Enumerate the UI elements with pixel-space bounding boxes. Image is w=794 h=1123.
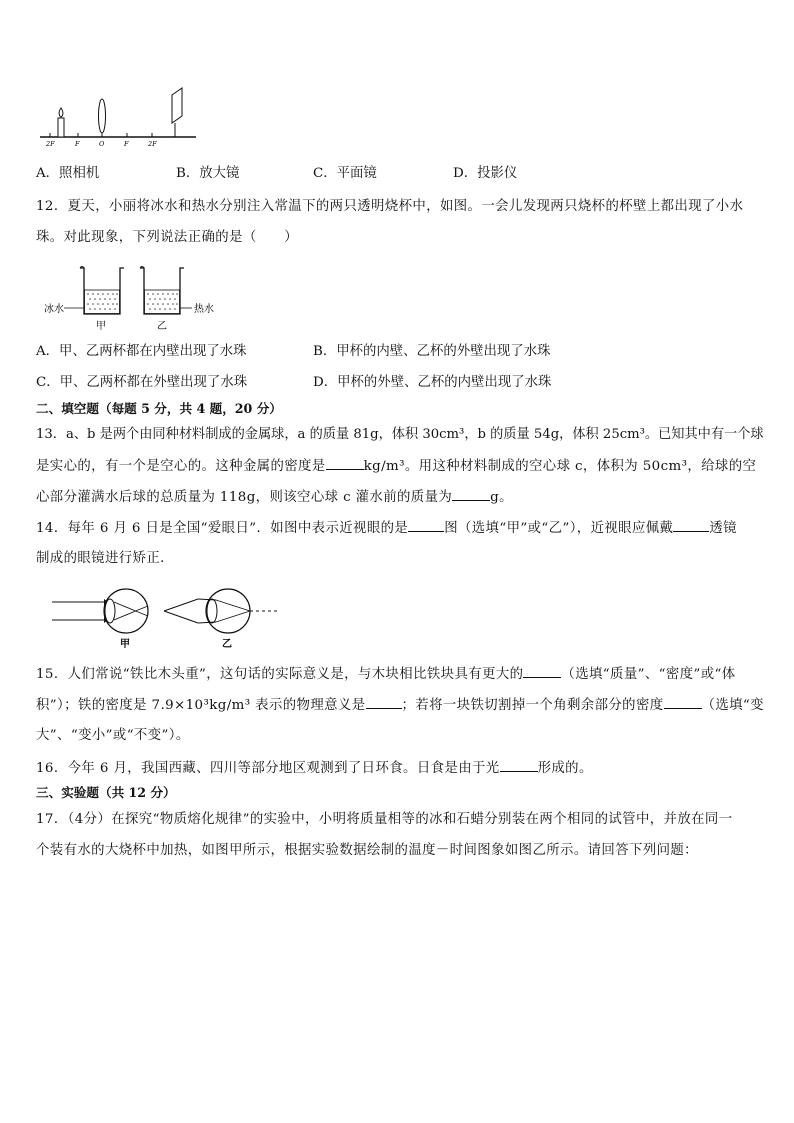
q16-line: [36, 758, 593, 779]
q17-line-2: 个装有水的大烧杯中加热，如图甲所示，根据实验数据绘制的温度－时间图象如图乙所示。请回答下列问题：: [36, 843, 698, 858]
axis-label-2f-right: 2F: [148, 140, 157, 148]
q16-text-b: 形成的。: [537, 761, 593, 776]
q14-line-2: 制成的眼镜进行矫正．: [36, 551, 174, 566]
optical-bench-figure: [36, 86, 196, 150]
q12-option-c: C．甲、乙两杯都在外壁出现了水珠: [36, 375, 248, 390]
q13-line-3-text-b: g。: [490, 490, 513, 505]
q15-line-1-text-b: （选填“质量”、“密度”或“体: [561, 667, 736, 682]
q14-line-1-text-b: 图（选填“甲”或“乙”），近视眼应佩戴: [444, 521, 674, 536]
q13-line-2-text-b: kg/m³。用这种材料制成的空心球 c，体积为 50cm³，给球的空: [363, 459, 757, 474]
beaker-yi-label: 乙: [157, 321, 167, 332]
q15-line-2-text-c: （选填“变: [701, 698, 764, 713]
q13-line-2: [36, 456, 756, 477]
q14-line-1: [36, 518, 737, 539]
answer-blank-density[interactable]: [326, 456, 364, 470]
beakers-figure: [44, 262, 224, 334]
eye-yi-icon: [164, 589, 280, 633]
candle-icon: [58, 108, 64, 137]
convex-lens-icon: [99, 99, 106, 133]
q15-line-1-text-a: 15．人们常说“铁比木头重”，这句话的实际意义是，与木块相比铁块具有更大的: [36, 667, 524, 682]
q13-line-2-text-a: 是实心的，有一个是空心的。这种金属的密度是: [36, 459, 326, 474]
section-2-heading: 二、填空题（每题 5 分，共 4 题，20 分）: [36, 401, 282, 416]
beaker-jia-icon: [64, 267, 124, 315]
eye-jia-icon: [52, 589, 148, 633]
q15-line-2-text-b: ；若将一块铁切割掉一个角剩余部分的密度: [401, 698, 664, 713]
hot-water-label: 热水: [194, 304, 214, 315]
q15-line-2-text-a: 积”）；铁的密度是 7.9×10³kg/m³ 表示的物理意义是: [36, 698, 366, 713]
answer-blank-light[interactable]: [500, 758, 538, 772]
q13-line-1: 13．a、b 是两个由同种材料制成的金属球，a 的质量 81g，体积 30cm³，b 的质量 54g，体积 25cm³。已知其中有一个球: [36, 427, 764, 442]
axis-label-o: O: [99, 140, 105, 148]
answer-blank-lens-type[interactable]: [673, 518, 709, 532]
eye-yi-label: 乙: [222, 639, 232, 650]
answer-blank-density-change[interactable]: [664, 695, 702, 709]
q13-line-3-text-a: 心部分灌满水后球的总质量为 118g，则该空心球 c 灌水前的质量为: [36, 490, 453, 505]
q15-line-1: [36, 664, 736, 685]
axis-label-2f-left: 2F: [46, 140, 55, 148]
q15-line-3: 大”、“变小”或“不变”）。: [36, 728, 190, 743]
q12-option-b: B．甲杯的内壁、乙杯的外壁出现了水珠: [313, 344, 551, 359]
screen-icon: [172, 88, 182, 137]
q15-line-2: [36, 695, 764, 716]
axis-label-f-left: F: [75, 140, 80, 148]
answer-blank-meaning[interactable]: [366, 695, 402, 709]
eye-jia-label: 甲: [120, 639, 130, 650]
ice-water-label: 冰水: [44, 304, 64, 315]
hot-water-fill: [145, 290, 180, 314]
q12-stem-line-1: 12．夏天，小丽将冰水和热水分别注入常温下的两只透明烧杯中，如图。一会儿发现两只烧杯的杯壁上都出现了小水: [36, 199, 744, 214]
q11-option-a: A．照相机: [36, 166, 100, 181]
q11-option-d: D．投影仪: [453, 166, 518, 181]
answer-blank-mass[interactable]: [452, 487, 490, 501]
beaker-jia-label: 甲: [96, 321, 106, 332]
eyes-figure: [50, 585, 290, 653]
q13-line-3: [36, 487, 513, 508]
section-3-heading: 三、实验题（共 12 分）: [36, 785, 176, 800]
beaker-yi-icon: [140, 267, 192, 315]
q14-line-1-text-a: 14．每年 6 月 6 日是全国“爱眼日”．如图中表示近视眼的是: [36, 521, 409, 536]
q11-option-c: C．平面镜: [313, 166, 377, 181]
q17-line-1: 17．（4分）在探究“物质熔化规律”的实验中，小明将质量相等的冰和石蜡分别装在两个相同的试管中，并放在同一: [36, 812, 733, 827]
q12-option-a: A．甲、乙两杯都在内壁出现了水珠: [36, 344, 247, 359]
ice-water-fill: [85, 290, 120, 314]
axis-label-f-right: F: [124, 140, 129, 148]
q14-line-1-text-c: 透镜: [709, 521, 737, 536]
answer-blank-quantity[interactable]: [523, 664, 561, 678]
q12-option-d: D．甲杯的外壁、乙杯的内壁出现了水珠: [313, 375, 552, 390]
q12-stem-line-2: 珠。对此现象，下列说法正确的是（ ）: [36, 230, 299, 245]
q11-option-b: B．放大镜: [176, 166, 240, 181]
answer-blank-myopia-figure[interactable]: [408, 518, 444, 532]
q16-text-a: 16．今年 6 月，我国西藏、四川等部分地区观测到了日环食。日食是由于光: [36, 761, 500, 776]
